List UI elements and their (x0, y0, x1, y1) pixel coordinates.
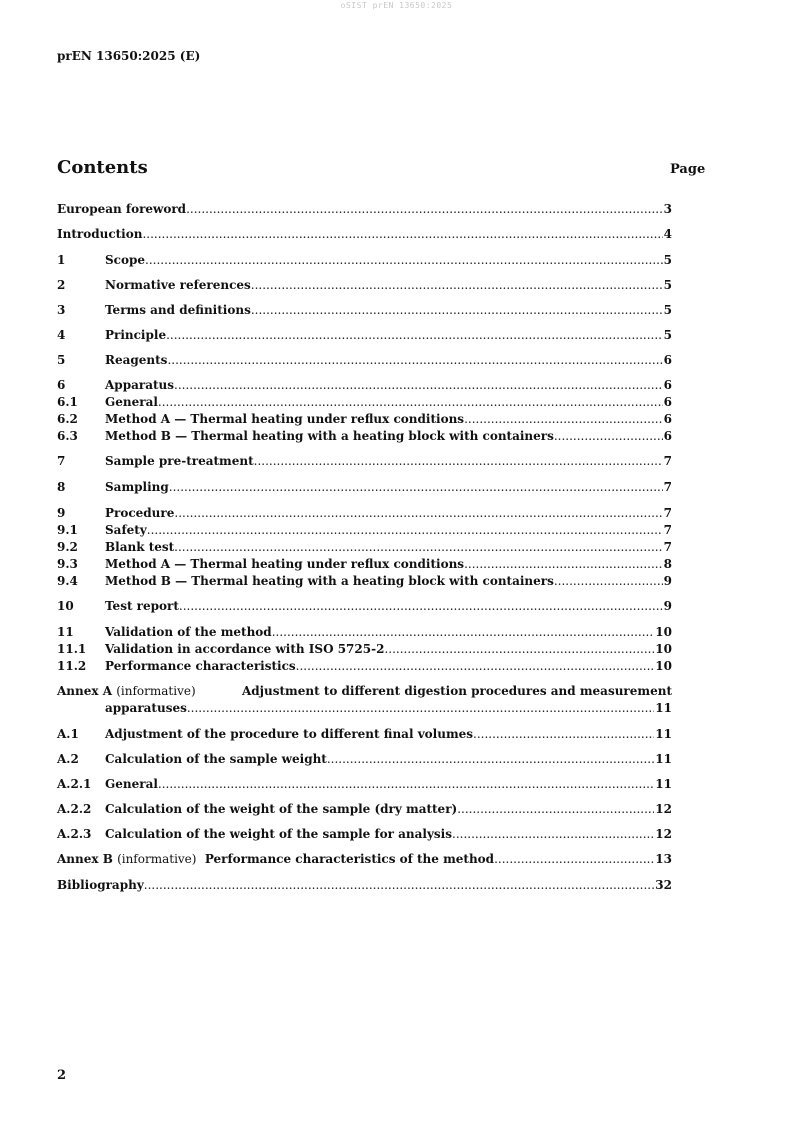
toc-leader (251, 278, 663, 293)
toc-entry-page: 32 (655, 878, 672, 892)
toc-leader (174, 506, 662, 521)
toc-entry-title: Safety (105, 523, 147, 537)
toc-entry-title: Introduction (57, 227, 143, 241)
toc-entry-page: 11 (655, 727, 672, 741)
toc-leader (179, 599, 663, 614)
toc-entry-title: Calculation of the weight of the sample for analysis (105, 827, 452, 841)
toc-entry-number: 4 (57, 328, 66, 342)
toc-entry-number: 8 (57, 480, 66, 494)
toc-annex-b[interactable] (57, 852, 672, 867)
toc-entry-page: 5 (663, 328, 672, 342)
toc-leader (144, 878, 655, 893)
toc-entry-title: Procedure (105, 506, 175, 520)
toc-leader (296, 659, 655, 674)
toc-entry[interactable] (57, 378, 672, 393)
toc-leader (251, 303, 663, 318)
toc-entry-title: European foreword (57, 202, 187, 216)
toc-entry-title: Apparatus (105, 378, 174, 392)
toc-entry[interactable] (57, 777, 672, 792)
toc-bibliography[interactable] (57, 878, 672, 893)
toc-entry-page: 5 (663, 253, 672, 267)
toc-entry[interactable] (57, 303, 672, 318)
toc-entry[interactable] (57, 253, 672, 268)
toc-entry[interactable] (57, 506, 672, 521)
toc-leader (452, 827, 654, 842)
toc-entry-title: General (105, 777, 158, 791)
toc-entry-page: 3 (663, 202, 672, 216)
toc-entry-page: 12 (655, 827, 672, 841)
toc-entry-number: 11.1 (57, 642, 87, 656)
toc-entry-title: Method B — Thermal heating with a heating block with containers (105, 429, 554, 443)
toc-leader (174, 378, 663, 393)
bibliography-title: Bibliography (57, 878, 144, 892)
toc-entry-page: 8 (663, 557, 672, 571)
toc-entry-page: 6 (663, 412, 672, 426)
toc-entry[interactable] (57, 625, 672, 640)
toc-leader (142, 227, 662, 242)
toc-entry[interactable] (57, 727, 672, 742)
toc-entry[interactable] (57, 659, 672, 674)
toc-entry-number: 2 (57, 278, 66, 292)
toc-leader (464, 412, 663, 427)
toc-entry-title: Blank test (105, 540, 175, 554)
annex-a-title-line2: apparatuses (105, 701, 187, 715)
toc-entry-page: 7 (663, 540, 672, 554)
toc-entry-number: 6.3 (57, 429, 78, 443)
toc-leader (174, 540, 662, 555)
toc-entry-page: 7 (663, 523, 672, 537)
footer-page-number: 2 (57, 1068, 67, 1083)
annex-b-kind: (informative) (117, 852, 197, 866)
toc-entry-page: 10 (655, 659, 672, 673)
toc-entry[interactable] (57, 454, 672, 469)
toc-entry-number: 7 (57, 454, 66, 468)
toc-entry-number: 5 (57, 353, 66, 367)
toc-entry-page: 7 (663, 454, 672, 468)
watermark-text: oSIST prEN 13650:2025 (340, 1, 453, 10)
toc-entry-number: 9 (57, 506, 66, 520)
toc-entry[interactable] (57, 353, 672, 368)
toc-leader (494, 852, 654, 867)
toc-leader (464, 557, 663, 572)
toc-entry-title: Performance characteristics (105, 659, 296, 673)
toc-entry-title: Test report (105, 599, 179, 613)
toc-entry-page: 13 (655, 852, 672, 866)
toc-entry-title: Terms and definitions (105, 303, 251, 317)
toc-entry-page: 10 (655, 642, 672, 656)
toc-leader (145, 253, 663, 268)
toc-entry-title: Method A — Thermal heating under reflux conditions (105, 557, 465, 571)
toc-entry-number: 6 (57, 378, 66, 392)
toc-entry-page: 5 (663, 303, 672, 317)
toc-leader (187, 700, 654, 717)
toc-entry[interactable] (57, 480, 672, 495)
annex-a-title-line1: Adjustment to different digestion procedures and measurement (241, 684, 672, 698)
toc-entry-number: 6.2 (57, 412, 78, 426)
toc-entry-page: 6 (663, 429, 672, 443)
toc-entry-title: Validation in accordance with ISO 5725-2 (105, 642, 385, 656)
toc-leader (384, 642, 654, 657)
toc-leader (158, 777, 654, 792)
toc-entry[interactable] (57, 752, 672, 767)
toc-entry-title: Sample pre-treatment (105, 454, 254, 468)
toc-entry-page: 6 (663, 353, 672, 367)
toc-leader (327, 752, 654, 767)
toc-leader (166, 328, 663, 343)
toc-entry[interactable] (57, 642, 672, 657)
toc-leader (554, 574, 663, 589)
toc-entry[interactable] (57, 540, 672, 555)
toc-entry-title: Reagents (105, 353, 168, 367)
toc-leader (554, 429, 663, 444)
toc-entry-title: Adjustment of the procedure to different final volumes (105, 727, 474, 741)
toc-entry[interactable] (57, 412, 672, 427)
toc-entry-title: Scope (105, 253, 146, 267)
toc-entry[interactable] (57, 599, 672, 614)
annex-a-kind: (informative) (116, 684, 196, 698)
toc-entry-page: 7 (663, 506, 672, 520)
toc-entry-page: 12 (655, 802, 672, 816)
toc-entry-number: 11 (57, 625, 74, 639)
toc-entry-page: 11 (655, 701, 672, 715)
toc-entry-page: 9 (663, 599, 672, 613)
page-column-header: Page (670, 162, 706, 177)
toc-entry[interactable] (57, 328, 672, 343)
toc-leader (186, 202, 663, 217)
toc-entry-page: 6 (663, 395, 672, 409)
toc-entry-page: 4 (663, 227, 672, 241)
toc-entry-number: A.2 (57, 752, 79, 766)
toc-leader (147, 523, 663, 538)
toc-leader (473, 727, 654, 742)
toc-entry-number: 10 (57, 599, 74, 613)
toc-entry-page: 6 (663, 378, 672, 392)
toc-entry-title: Method B — Thermal heating with a heating block with containers (105, 574, 554, 588)
toc-entry-page: 7 (663, 480, 672, 494)
toc-entry-title: Normative references (105, 278, 251, 292)
toc-entry-number: 9.2 (57, 540, 78, 554)
toc-entry-number: 6.1 (57, 395, 78, 409)
toc-entry-number: A.2.1 (57, 777, 92, 791)
toc-leader (167, 353, 662, 368)
page-title: Contents (57, 157, 148, 178)
toc-leader (272, 625, 655, 640)
toc-entry[interactable] (57, 429, 672, 444)
toc-annex-a[interactable] (57, 683, 672, 717)
toc-entry-title: Validation of the method (105, 625, 272, 639)
toc-leader (158, 395, 663, 410)
toc-entry-number: A.2.3 (57, 827, 92, 841)
toc-entry[interactable] (57, 802, 672, 817)
toc-entry[interactable] (57, 395, 672, 410)
toc-entry-title: Method A — Thermal heating under reflux conditions (105, 412, 465, 426)
annex-b-title: Performance characteristics of the method (204, 852, 495, 866)
toc-entry[interactable] (57, 574, 672, 589)
toc-entry-page: 9 (663, 574, 672, 588)
toc-entry[interactable] (57, 202, 672, 217)
toc-entry-number: 3 (57, 303, 66, 317)
toc-entry[interactable] (57, 557, 672, 572)
toc-entry-number: A.1 (57, 727, 79, 741)
toc-entry-number: 9.1 (57, 523, 78, 537)
toc-leader (457, 802, 654, 817)
toc-leader (169, 480, 663, 495)
toc-leader (254, 454, 663, 469)
annex-b-label: Annex B (57, 852, 113, 866)
toc-entry-number: A.2.2 (57, 802, 92, 816)
toc-entry-number: 1 (57, 253, 66, 267)
toc-entry-page: 5 (663, 278, 672, 292)
toc-entry-page: 10 (655, 625, 672, 639)
toc-entry[interactable] (57, 278, 672, 293)
annex-a-label: Annex A (57, 684, 113, 698)
toc-entry-title: Calculation of the weight of the sample (dry matter) (105, 802, 458, 816)
toc-entry[interactable] (57, 827, 672, 842)
toc-entry-number: 11.2 (57, 659, 87, 673)
toc-entry-number: 9.4 (57, 574, 78, 588)
toc-entry-title: General (105, 395, 158, 409)
toc-entry-page: 11 (655, 752, 672, 766)
toc-entry[interactable] (57, 227, 672, 242)
document-id: prEN 13650:2025 (E) (57, 49, 201, 63)
toc-entry[interactable] (57, 523, 672, 538)
toc-entry-page: 11 (655, 777, 672, 791)
toc-entry-title: Sampling (105, 480, 169, 494)
toc-entry-title: Principle (105, 328, 167, 342)
toc-entry-number: 9.3 (57, 557, 78, 571)
toc-entry-title: Calculation of the sample weight (105, 752, 327, 766)
